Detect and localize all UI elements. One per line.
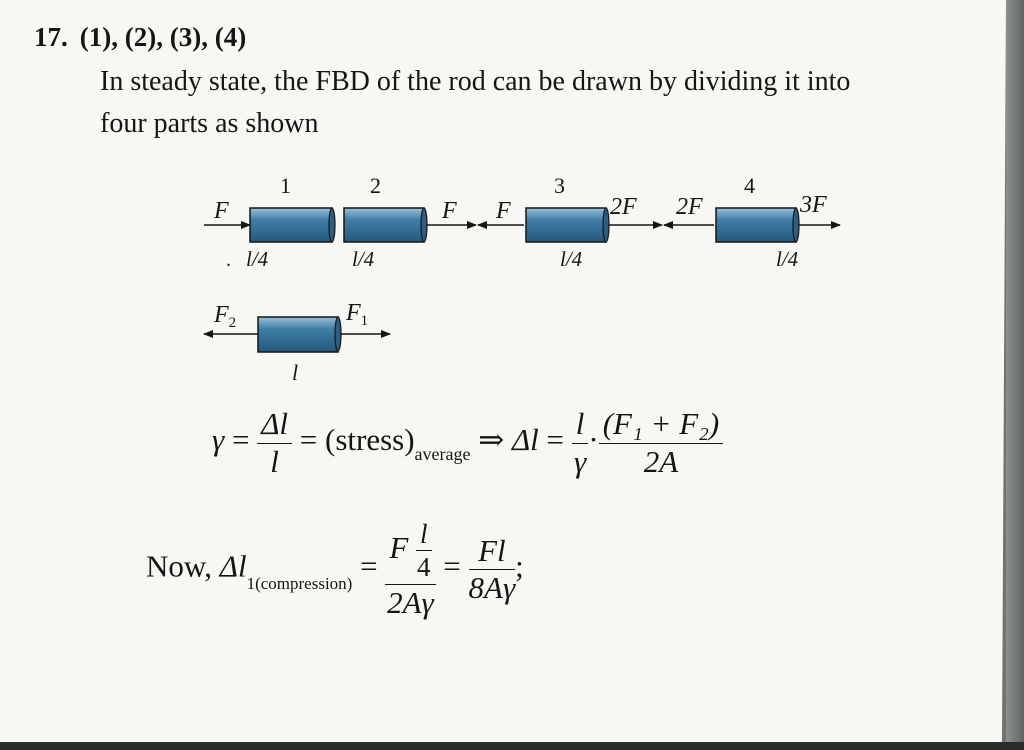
eq2-den-4: 4 [417, 552, 431, 583]
answer-options: (1), (2), (3), (4) [79, 22, 247, 52]
force-label-whole-right: $F_1$ [346, 300, 369, 329]
eq2-subscript: 1(compression) [246, 573, 353, 593]
eq2-num-l: l [416, 520, 432, 551]
page-edge-shadow [1006, 0, 1024, 750]
eq1-equals-1: = [231, 422, 250, 458]
force-label-3-right: 2F [610, 194, 637, 220]
rod-part-2 [344, 208, 427, 242]
eq2-f: F [389, 529, 409, 565]
length-label-1: l/4 [246, 247, 269, 271]
eq2-semicolon: ; [515, 548, 524, 584]
force-label-2-right: F [442, 198, 457, 224]
question-number: 17. [34, 22, 68, 52]
force-label-4-left: 2F [676, 194, 703, 220]
equation-compression [146, 520, 524, 619]
eq1-dot: · [588, 422, 599, 458]
eq2-num-f-l4 [385, 520, 435, 585]
length-label-3: l/4 [560, 247, 583, 271]
eq2-fraction-main [385, 520, 435, 619]
force-label-1-left: F [214, 198, 229, 224]
eq1-average: average [414, 444, 471, 465]
eq2-den-2agamma: 2Aγ [387, 584, 434, 620]
page-bottom-edge [0, 742, 1024, 750]
eq2-fraction-l4 [416, 520, 432, 582]
eq1-num-dl: Δl [257, 408, 292, 444]
rod-part-4 [716, 208, 799, 242]
length-dot: . [226, 249, 231, 271]
length-label-whole: l [292, 360, 299, 385]
eq1-num-sum: (F₁ + F₂) [599, 408, 724, 444]
eq1-implies: ⇒ [478, 422, 505, 458]
eq1-den-2a: 2A [643, 443, 679, 479]
length-label-4: l/4 [776, 247, 799, 271]
eq1-num-l: l [572, 408, 589, 444]
whole-rod [258, 317, 341, 352]
eq2-fraction-fl [468, 532, 516, 606]
eq2-equals-2: = [443, 548, 461, 584]
eq2-equals-1: = [360, 548, 378, 584]
rod-part-1 [250, 208, 335, 242]
eq1-fraction-forces [599, 408, 724, 478]
equation-young-modulus [212, 408, 723, 478]
eq1-den-gamma: γ [573, 443, 587, 479]
explanation-line-1: In steady state, the FBD of the rod can be drawn by dividing it into [100, 66, 851, 97]
rod-part-3 [526, 208, 609, 242]
eq1-stress: (stress) [325, 422, 415, 458]
eq1-fraction-l-gamma [572, 408, 589, 478]
eq2-now: Now, [146, 548, 213, 584]
eq1-den-l: l [270, 443, 279, 479]
force-label-4-right: 3F [800, 192, 827, 218]
part-number-1: 1 [280, 173, 291, 198]
eq2-den-8agamma: 8Aγ [468, 570, 516, 606]
eq1-equals-2: = [299, 422, 318, 458]
part-number-2: 2 [370, 173, 381, 198]
eq2-num-fl: Fl [469, 535, 516, 571]
eq1-gamma: γ [212, 422, 225, 458]
length-label-2: l/4 [352, 247, 375, 271]
eq1-delta-l: Δl [511, 422, 539, 458]
explanation-line-2: four parts as shown [100, 108, 319, 139]
eq1-equals-3: = [546, 422, 565, 458]
eq2-delta-l: Δl [219, 548, 247, 584]
part-number-3: 3 [554, 173, 565, 198]
part-number-4: 4 [744, 173, 755, 198]
force-label-whole-left: $F_2$ [214, 302, 237, 331]
eq1-fraction-dl-l [257, 408, 292, 478]
force-label-3-left: F [496, 198, 511, 224]
